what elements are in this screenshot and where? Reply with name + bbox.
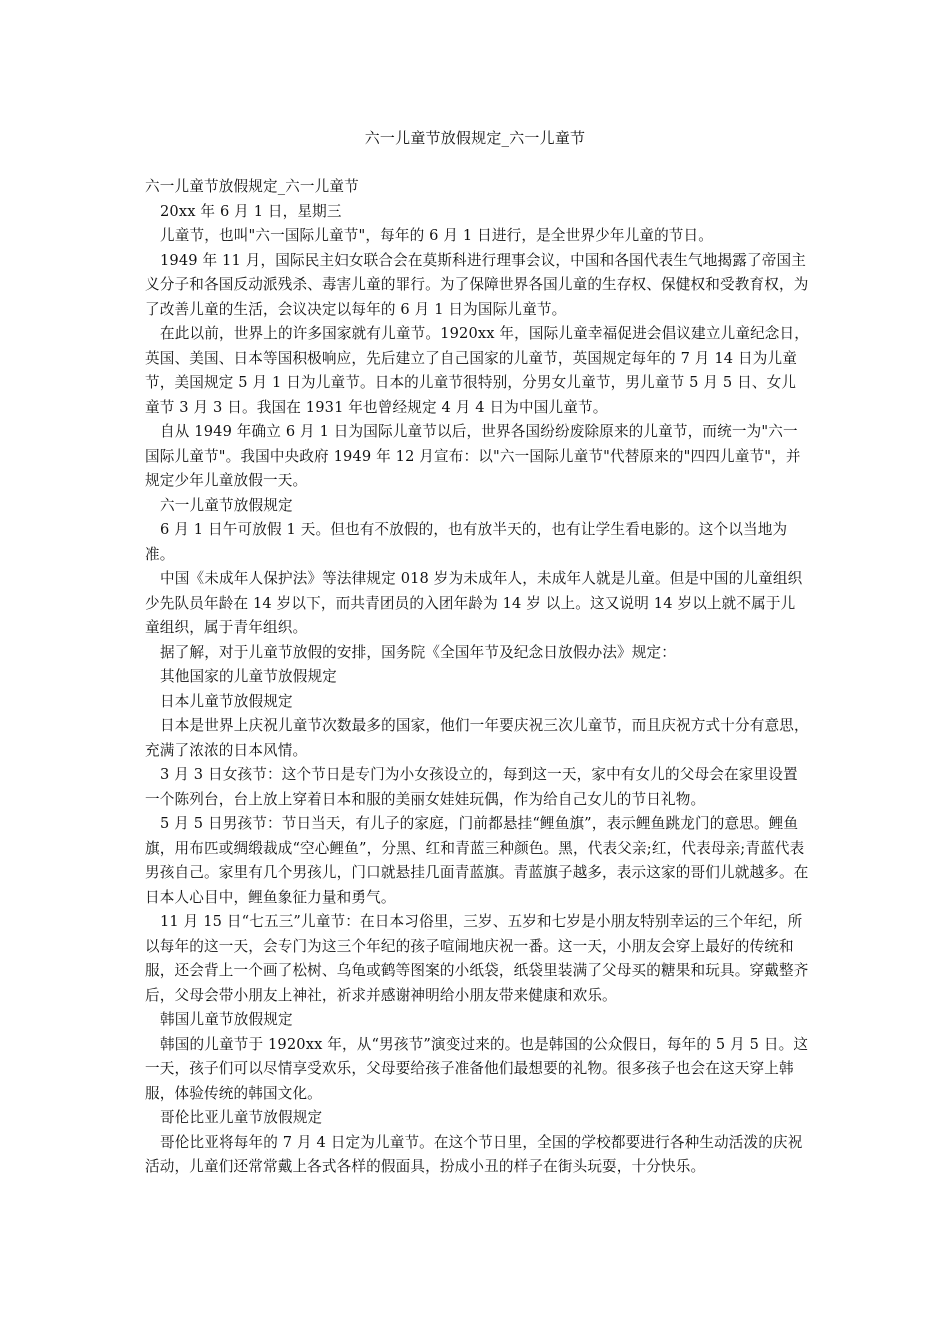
body-paragraph: 1949 年 11 月，国际民主妇女联合会在莫斯科进行理事会议，中国和各国代表生气地揭露了帝国主义分子和各国反动派残杀、毒害儿童的罪行。为了保障世界各国儿童的生存权、保健权和受教育权，为了改善儿童的生活，会议决定以每年的 6 月 1 日为国际儿童节。: [145, 251, 809, 318]
body-paragraph: 韩国的儿童节于 1920xx 年，从“男孩节”演变过来的。也是韩国的公众假日，每年的 5 月 5 日。这一天，孩子们可以尽情享受欢乐，父母要给孩子准备他们最想要的礼物。很多孩子也会在这天穿上韩服，体验传统的韩国文化。: [145, 1035, 809, 1102]
body-paragraph: 6 月 1 日午可放假 1 天。但也有不放假的，也有放半天的，也有让学生看电影的。这个以当地为准。: [145, 521, 788, 563]
section-heading: 哥伦比亚儿童节放假规定: [160, 1109, 323, 1126]
body-paragraph: 3 月 3 日女孩节：这个节日是专门为小女孩设立的，每到这一天，家中有女儿的父母会在家里设置一个陈列台，台上放上穿着日本和服的美丽女娃娃玩偶，作为给自己女儿的节日礼物。: [145, 766, 798, 808]
section-heading: 韩国儿童节放假规定: [160, 1011, 293, 1028]
section-heading: 六一儿童节放假规定: [160, 496, 293, 514]
body-paragraph: 日本是世界上庆祝儿童节次数最多的国家，他们一年要庆祝三次儿童节，而且庆祝方式十分有意思，充满了浓浓的日本风情。: [145, 717, 809, 759]
body-paragraph: 六一儿童节放假规定_六一儿童节: [145, 178, 359, 195]
body-paragraph: 哥伦比亚将每年的 7 月 4 日定为儿童节。在这个节日里，全国的学校都要进行各种生动活泼的庆祝活动，儿童们还常常戴上各式各样的假面具，扮成小丑的样子在街头玩耍，十分快乐。: [145, 1133, 803, 1175]
document-body: [145, 175, 810, 1180]
page-title: 六一儿童节放假规定_六一儿童节: [364, 129, 586, 147]
body-paragraph: 自从 1949 年确立 6 月 1 日为国际儿童节以后，世界各国纷纷废除原来的儿童节，而统一为"六一国际儿童节"。我国中央政府 1949 年 12 月宣布：以"六一国际儿童节"代替原来的"四四儿童节"，并规定少年儿童放假一天。: [145, 423, 801, 489]
body-paragraph: 11 月 15 日“七五三”儿童节：在日本习俗里，三岁、五岁和七岁是小朋友特别幸运的三个年纪，所以每年的这一天，会专门为这三个年纪的孩子喧闹地庆祝一番。这一天，小朋友会穿上最好的传统和服，还会背上一个画了松树、乌龟或鹤等图案的小纸袋，纸袋里装满了父母买的糖果和玩具。穿戴整齐后，父母会带小朋友上神社，祈求并感谢神明给小朋友带来健康和欢乐。: [145, 913, 809, 1004]
body-paragraph: 儿童节，也叫"六一国际儿童节"，每年的 6 月 1 日进行，是全世界少年儿童的节日。: [160, 227, 714, 244]
section-heading: 日本儿童节放假规定: [160, 692, 293, 710]
section-heading: 其他国家的儿童节放假规定: [160, 668, 337, 685]
body-paragraph: 5 月 5 日男孩节：节日当天，有儿子的家庭，门前都悬挂“鲤鱼旗”，表示鲤鱼跳龙门的意思。鲤鱼旗，用布匹或绸缎裁成“空心鲤鱼”，分黑、红和青蓝三种颜色。黑，代表父亲;红，代表母亲;青蓝代表男孩自己。家里有几个男孩儿，门口就悬挂几面青蓝旗。青蓝旗子越多，表示这家的哥们儿就越多。在日本人心目中，鲤鱼象征力量和勇气。: [145, 815, 809, 906]
body-paragraph: 在此以前，世界上的许多国家就有儿童节。1920xx 年，国际儿童幸福促进会倡议建立儿童纪念日，英国、美国、日本等国积极响应，先后建立了自己国家的儿童节，英国规定每年的 7 月 14 日为儿童节，美国规定 5 月 1 日为儿童节。日本的儿童节很特别，分男女儿童节，男儿童节 5 月 5 日、女儿童节 3 月 3 日。我国在 1931 年也曾经规定 4 月 4 日为中国儿童节。: [145, 325, 810, 416]
body-paragraph: 据了解，对于儿童节放假的安排，国务院《全国年节及纪念日放假办法》规定：: [160, 643, 677, 661]
body-paragraph: 中国《未成年人保护法》等法律规定 018 岁为未成年人，未成年人就是儿童。但是中国的儿童组织少先队员年龄在 14 岁以下，而共青团员的入团年龄为 14 岁 以上。这又说明 14 岁以上就不属于儿童组织，属于青年组织。: [145, 570, 803, 636]
body-paragraph: 20xx 年 6 月 1 日，星期三: [160, 202, 342, 220]
